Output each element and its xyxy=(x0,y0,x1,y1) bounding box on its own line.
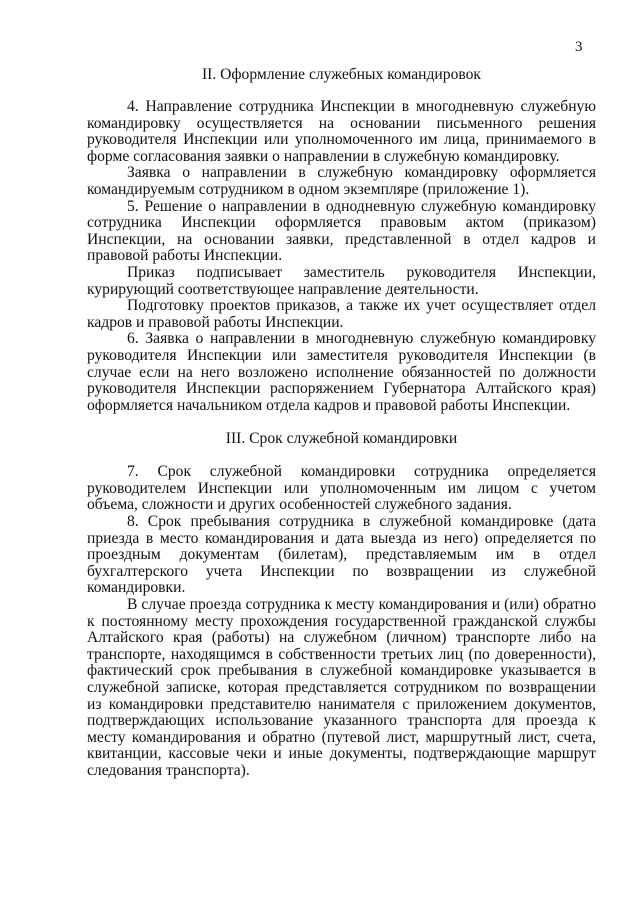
paragraph: 6. Заявка о направлении в многодневную служебную командировку руководителя Инспекции или заместителя руководителя Инспекции (в случае если на него возложено исполнение обязанностей по должности руководителя Инспекции распоряжением Губернатора Алтайского края) оформляется начальником отдела кадров и правовой работы Инспекции. xyxy=(87,330,596,414)
section-2-title: II. Оформление служебных командировок xyxy=(201,66,482,83)
paragraph: 7. Срок служебной командировки сотрудника определяется руководителем Инспекции или уполномоченным им лицом с учетом объема, сложности и других особенностей служебного задания. xyxy=(87,463,596,514)
paragraph: Заявка о направлении в служебную командировку оформляется командируемым сотрудником в одном экземпляре (приложение 1). xyxy=(87,164,596,198)
paragraph: Подготовку проектов приказов, а также их учет осуществляет отдел кадров и правовой работы Инспекции. xyxy=(87,297,596,331)
paragraph: 5. Решение о направлении в однодневную служебную командировку сотрудника Инспекции оформляется правовым актом (приказом) Инспекции, на основании заявки, представленной в отдел кадров и правовой работы Инспекции. xyxy=(87,197,596,265)
document-body xyxy=(87,66,596,780)
paragraph: В случае проезда сотрудника к месту командирования и (или) обратно к постоянному месту прохождения государственной гражданской службы Алтайского края (работы) на служебном (личном) транспорте либо на транспорте, находящимся в собственности третьих лиц (по доверенности), фактический срок пребывания в служебной командировке указывается в служебной записке, которая представляется сотрудником по возвращении из командировки представителю нанимателя с приложением документов, подтверждающих использование указанного транспорта для проезда к месту командирования и обратно (путевой лист, маршрутный лист, счета, квитанции, кассовые чеки и иные документы, подтверждающие маршрут следования транспорта). xyxy=(87,596,596,779)
section-3-title: III. Срок служебной командировки xyxy=(225,430,458,448)
paragraph: 8. Срок пребывания сотрудника в служебной командировке (дата приезда в место командирования и дата выезда из него) определяется по проездным документам (билетам), представляемым им в отдел бухгалтерского учета Инспекции по возвращении из служебной командировки. xyxy=(87,513,596,597)
paragraph: Приказ подписывает заместитель руководителя Инспекции, курирующий соответствующее направление деятельности. xyxy=(87,263,596,298)
page-number: 3 xyxy=(575,39,583,55)
paragraph: 4. Направление сотрудника Инспекции в многодневную служебную командировку осуществляется на основании письменного решения руководителя Инспекции или уполномоченного им лица, принимаемого в форме согласования заявки о направлении в служебную командировку. xyxy=(87,98,596,165)
